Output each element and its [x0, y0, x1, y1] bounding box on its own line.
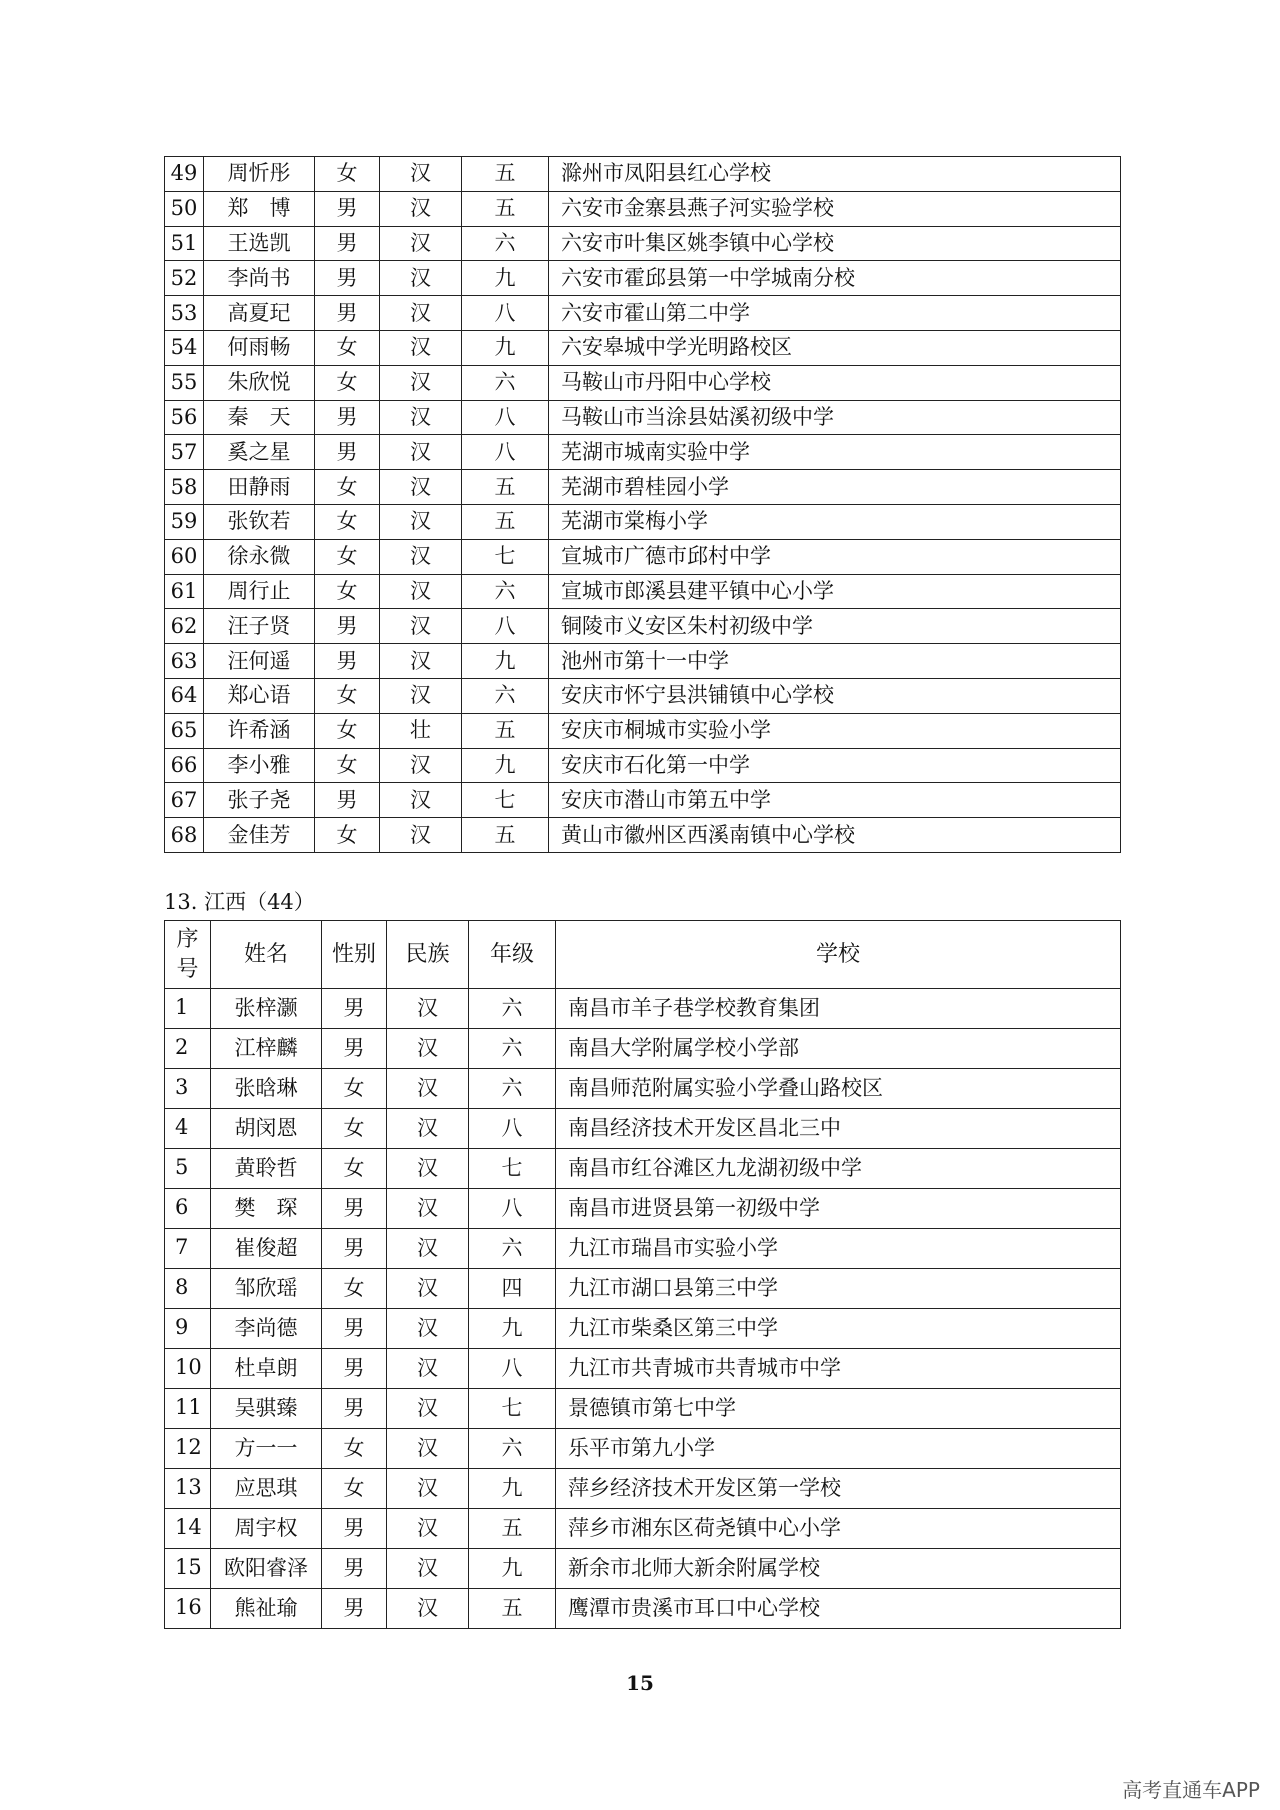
cell-grade: 九 — [462, 748, 549, 783]
table-row — [165, 1069, 1121, 1109]
cell-seq: 61 — [165, 574, 204, 609]
cell-school: 宣城市郎溪县建平镇中心小学 — [549, 574, 1121, 609]
cell-gender: 男 — [322, 1229, 387, 1269]
cell-ethnicity: 汉 — [387, 1269, 469, 1309]
section-title-jiangxi: 13. 江西（44） — [164, 890, 315, 914]
cell-seq: 66 — [165, 748, 204, 783]
cell-gender: 男 — [315, 435, 380, 470]
cell-school: 九江市瑞昌市实验小学 — [556, 1229, 1121, 1269]
cell-ethnicity: 汉 — [387, 989, 469, 1029]
cell-gender: 女 — [322, 1469, 387, 1509]
cell-grade: 八 — [462, 400, 549, 435]
cell-ethnicity: 汉 — [387, 1309, 469, 1349]
cell-gender: 女 — [322, 1269, 387, 1309]
cell-gender: 男 — [322, 1389, 387, 1429]
header-name: 姓名 — [211, 921, 322, 989]
cell-grade: 六 — [462, 365, 549, 400]
cell-gender: 男 — [315, 191, 380, 226]
cell-seq: 56 — [165, 400, 204, 435]
cell-ethnicity: 汉 — [380, 748, 462, 783]
cell-ethnicity: 汉 — [380, 609, 462, 644]
cell-ethnicity: 汉 — [380, 504, 462, 539]
cell-school: 萍乡经济技术开发区第一学校 — [556, 1469, 1121, 1509]
table-row — [165, 574, 1121, 609]
cell-gender: 男 — [315, 644, 380, 679]
cell-ethnicity: 汉 — [380, 435, 462, 470]
cell-school: 六安市霍山第二中学 — [549, 296, 1121, 331]
table-row — [165, 748, 1121, 783]
cell-name: 江梓麟 — [211, 1029, 322, 1069]
cell-school: 铜陵市义安区朱村初级中学 — [549, 609, 1121, 644]
cell-gender: 男 — [322, 989, 387, 1029]
cell-seq: 8 — [165, 1269, 211, 1309]
cell-grade: 六 — [469, 1429, 556, 1469]
cell-school: 六安市叶集区姚李镇中心学校 — [549, 226, 1121, 261]
cell-name: 邹欣瑶 — [211, 1269, 322, 1309]
cell-ethnicity: 汉 — [380, 644, 462, 679]
cell-grade: 六 — [469, 1029, 556, 1069]
header-seq-line2: 号 — [176, 956, 199, 982]
cell-gender: 女 — [315, 157, 380, 192]
cell-gender: 男 — [322, 1029, 387, 1069]
cell-gender: 男 — [315, 296, 380, 331]
cell-grade: 六 — [469, 1069, 556, 1109]
cell-school: 九江市柴桑区第三中学 — [556, 1309, 1121, 1349]
cell-grade: 五 — [462, 191, 549, 226]
cell-gender: 男 — [322, 1549, 387, 1589]
cell-gender: 女 — [315, 713, 380, 748]
cell-school: 安庆市潜山市第五中学 — [549, 783, 1121, 818]
cell-seq: 59 — [165, 504, 204, 539]
cell-name: 崔俊超 — [211, 1229, 322, 1269]
table-row — [165, 504, 1121, 539]
cell-grade: 八 — [469, 1349, 556, 1389]
cell-seq: 65 — [165, 713, 204, 748]
cell-ethnicity: 汉 — [380, 539, 462, 574]
cell-seq: 64 — [165, 678, 204, 713]
cell-seq: 51 — [165, 226, 204, 261]
cell-ethnicity: 汉 — [380, 678, 462, 713]
cell-ethnicity: 汉 — [387, 1229, 469, 1269]
table-row — [165, 1229, 1121, 1269]
cell-grade: 六 — [469, 1229, 556, 1269]
cell-ethnicity: 汉 — [387, 1349, 469, 1389]
cell-grade: 八 — [462, 435, 549, 470]
cell-ethnicity: 汉 — [387, 1549, 469, 1589]
cell-seq: 7 — [165, 1229, 211, 1269]
cell-gender: 男 — [315, 261, 380, 296]
cell-ethnicity: 汉 — [387, 1029, 469, 1069]
cell-grade: 九 — [462, 644, 549, 679]
cell-name: 张子尧 — [204, 783, 315, 818]
cell-name: 黄聆哲 — [211, 1149, 322, 1189]
cell-name: 王选凯 — [204, 226, 315, 261]
cell-grade: 八 — [462, 609, 549, 644]
cell-ethnicity: 汉 — [387, 1189, 469, 1229]
table-row — [165, 678, 1121, 713]
table-row — [165, 1189, 1121, 1229]
cell-gender: 女 — [322, 1149, 387, 1189]
cell-name: 周忻彤 — [204, 157, 315, 192]
cell-school: 南昌市进贤县第一初级中学 — [556, 1189, 1121, 1229]
cell-name: 徐永微 — [204, 539, 315, 574]
table-row — [165, 1469, 1121, 1509]
cell-gender: 男 — [315, 609, 380, 644]
cell-seq: 16 — [165, 1589, 211, 1629]
header-ethnicity: 民族 — [387, 921, 469, 989]
cell-name: 许希涵 — [204, 713, 315, 748]
cell-name: 郑心语 — [204, 678, 315, 713]
cell-seq: 55 — [165, 365, 204, 400]
table-row — [165, 783, 1121, 818]
table-row — [165, 330, 1121, 365]
page-number: 15 — [626, 1671, 654, 1695]
cell-gender: 女 — [315, 330, 380, 365]
cell-name: 吴骐臻 — [211, 1389, 322, 1429]
table-row — [165, 191, 1121, 226]
cell-school: 九江市湖口县第三中学 — [556, 1269, 1121, 1309]
table-row — [165, 470, 1121, 505]
cell-gender: 女 — [315, 678, 380, 713]
cell-ethnicity: 汉 — [387, 1389, 469, 1429]
cell-name: 方一一 — [211, 1429, 322, 1469]
cell-grade: 六 — [462, 678, 549, 713]
cell-gender: 男 — [322, 1309, 387, 1349]
cell-grade: 五 — [462, 470, 549, 505]
cell-grade: 九 — [469, 1309, 556, 1349]
cell-ethnicity: 汉 — [380, 226, 462, 261]
table-row — [165, 1389, 1121, 1429]
cell-grade: 六 — [462, 226, 549, 261]
cell-seq: 68 — [165, 818, 204, 853]
cell-seq: 15 — [165, 1549, 211, 1589]
cell-gender: 女 — [315, 818, 380, 853]
cell-seq: 63 — [165, 644, 204, 679]
cell-gender: 男 — [322, 1349, 387, 1389]
cell-gender: 女 — [315, 539, 380, 574]
cell-grade: 四 — [469, 1269, 556, 1309]
cell-ethnicity: 汉 — [387, 1069, 469, 1109]
table-row — [165, 261, 1121, 296]
cell-name: 胡闵恩 — [211, 1109, 322, 1149]
cell-ethnicity: 汉 — [380, 296, 462, 331]
cell-name: 应思琪 — [211, 1469, 322, 1509]
cell-grade: 五 — [462, 157, 549, 192]
cell-seq: 67 — [165, 783, 204, 818]
cell-seq: 1 — [165, 989, 211, 1029]
cell-school: 宣城市广德市邱村中学 — [549, 539, 1121, 574]
cell-ethnicity: 汉 — [387, 1149, 469, 1189]
table-row — [165, 1549, 1121, 1589]
cell-name: 张晗琳 — [211, 1069, 322, 1109]
cell-seq: 54 — [165, 330, 204, 365]
cell-name: 李小雅 — [204, 748, 315, 783]
cell-name: 李尚德 — [211, 1309, 322, 1349]
cell-seq: 12 — [165, 1429, 211, 1469]
cell-seq: 4 — [165, 1109, 211, 1149]
cell-ethnicity: 汉 — [380, 157, 462, 192]
cell-gender: 女 — [322, 1109, 387, 1149]
cell-seq: 6 — [165, 1189, 211, 1229]
table-row — [165, 1589, 1121, 1629]
cell-name: 周行止 — [204, 574, 315, 609]
table-row — [165, 1349, 1121, 1389]
cell-grade: 六 — [462, 574, 549, 609]
cell-name: 金佳芳 — [204, 818, 315, 853]
cell-name: 郑 博 — [204, 191, 315, 226]
cell-ethnicity: 汉 — [387, 1429, 469, 1469]
cell-grade: 五 — [469, 1509, 556, 1549]
cell-name: 欧阳睿泽 — [211, 1549, 322, 1589]
cell-grade: 五 — [462, 713, 549, 748]
cell-grade: 九 — [462, 330, 549, 365]
cell-gender: 男 — [315, 783, 380, 818]
table-row — [165, 713, 1121, 748]
cell-school: 黄山市徽州区西溪南镇中心学校 — [549, 818, 1121, 853]
cell-seq: 10 — [165, 1349, 211, 1389]
cell-school: 乐平市第九小学 — [556, 1429, 1121, 1469]
cell-grade: 七 — [462, 539, 549, 574]
cell-ethnicity: 壮 — [380, 713, 462, 748]
cell-ethnicity: 汉 — [387, 1589, 469, 1629]
table-row — [165, 1509, 1121, 1549]
cell-name: 张梓灏 — [211, 989, 322, 1029]
cell-gender: 男 — [322, 1509, 387, 1549]
cell-school: 芜湖市城南实验中学 — [549, 435, 1121, 470]
cell-grade: 九 — [462, 261, 549, 296]
cell-name: 田静雨 — [204, 470, 315, 505]
cell-ethnicity: 汉 — [380, 783, 462, 818]
header-grade: 年级 — [469, 921, 556, 989]
table-header-row — [165, 921, 1121, 989]
cell-school: 南昌市红谷滩区九龙湖初级中学 — [556, 1149, 1121, 1189]
cell-school: 新余市北师大新余附属学校 — [556, 1549, 1121, 1589]
table-row — [165, 609, 1121, 644]
cell-grade: 九 — [469, 1469, 556, 1509]
cell-seq: 57 — [165, 435, 204, 470]
cell-grade: 九 — [469, 1549, 556, 1589]
cell-school: 马鞍山市当涂县姑溪初级中学 — [549, 400, 1121, 435]
table-row — [165, 1149, 1121, 1189]
cell-school: 池州市第十一中学 — [549, 644, 1121, 679]
cell-ethnicity: 汉 — [387, 1509, 469, 1549]
cell-gender: 女 — [315, 365, 380, 400]
table-row — [165, 1309, 1121, 1349]
cell-school: 南昌师范附属实验小学叠山路校区 — [556, 1069, 1121, 1109]
cell-gender: 女 — [315, 504, 380, 539]
cell-name: 张钦若 — [204, 504, 315, 539]
table-row — [165, 157, 1121, 192]
cell-name: 熊祉瑜 — [211, 1589, 322, 1629]
cell-seq: 14 — [165, 1509, 211, 1549]
cell-name: 李尚书 — [204, 261, 315, 296]
cell-seq: 52 — [165, 261, 204, 296]
cell-ethnicity: 汉 — [387, 1469, 469, 1509]
cell-grade: 五 — [462, 504, 549, 539]
header-gender: 性别 — [322, 921, 387, 989]
cell-name: 樊 琛 — [211, 1189, 322, 1229]
cell-school: 六安市霍邱县第一中学城南分校 — [549, 261, 1121, 296]
header-seq-line1: 序 — [176, 926, 199, 952]
header-school: 学校 — [556, 921, 1121, 989]
cell-seq: 62 — [165, 609, 204, 644]
cell-school: 芜湖市棠梅小学 — [549, 504, 1121, 539]
watermark: 高考直通车APP — [1122, 1778, 1260, 1802]
cell-ethnicity: 汉 — [380, 470, 462, 505]
table-row — [165, 818, 1121, 853]
table-row — [165, 539, 1121, 574]
cell-name: 秦 天 — [204, 400, 315, 435]
cell-school: 南昌经济技术开发区昌北三中 — [556, 1109, 1121, 1149]
table-row — [165, 1429, 1121, 1469]
cell-school: 九江市共青城市共青城市中学 — [556, 1349, 1121, 1389]
cell-seq: 60 — [165, 539, 204, 574]
cell-seq: 11 — [165, 1389, 211, 1429]
cell-grade: 八 — [469, 1189, 556, 1229]
cell-school: 马鞍山市丹阳中心学校 — [549, 365, 1121, 400]
cell-ethnicity: 汉 — [380, 261, 462, 296]
cell-seq: 13 — [165, 1469, 211, 1509]
cell-name: 何雨畅 — [204, 330, 315, 365]
cell-gender: 女 — [322, 1429, 387, 1469]
cell-grade: 五 — [469, 1589, 556, 1629]
cell-seq: 9 — [165, 1309, 211, 1349]
table-row — [165, 400, 1121, 435]
cell-school: 六安市金寨县燕子河实验学校 — [549, 191, 1121, 226]
anhui-student-table — [164, 156, 1121, 853]
cell-seq: 53 — [165, 296, 204, 331]
cell-school: 安庆市石化第一中学 — [549, 748, 1121, 783]
cell-ethnicity: 汉 — [380, 400, 462, 435]
header-seq — [165, 921, 211, 989]
table-row — [165, 226, 1121, 261]
cell-school: 景德镇市第七中学 — [556, 1389, 1121, 1429]
cell-gender: 女 — [315, 470, 380, 505]
cell-name: 杜卓朗 — [211, 1349, 322, 1389]
cell-seq: 49 — [165, 157, 204, 192]
cell-school: 滁州市凤阳县红心学校 — [549, 157, 1121, 192]
cell-name: 高夏玘 — [204, 296, 315, 331]
cell-seq: 58 — [165, 470, 204, 505]
cell-name: 朱欣悦 — [204, 365, 315, 400]
cell-gender: 男 — [322, 1589, 387, 1629]
cell-school: 安庆市怀宁县洪铺镇中心学校 — [549, 678, 1121, 713]
cell-school: 南昌大学附属学校小学部 — [556, 1029, 1121, 1069]
cell-grade: 五 — [462, 818, 549, 853]
cell-seq: 5 — [165, 1149, 211, 1189]
cell-name: 周宇权 — [211, 1509, 322, 1549]
table-row — [165, 296, 1121, 331]
cell-name: 奚之星 — [204, 435, 315, 470]
cell-seq: 50 — [165, 191, 204, 226]
cell-grade: 七 — [462, 783, 549, 818]
cell-gender: 男 — [315, 400, 380, 435]
cell-school: 安庆市桐城市实验小学 — [549, 713, 1121, 748]
table-row — [165, 365, 1121, 400]
cell-grade: 七 — [469, 1389, 556, 1429]
cell-name: 汪何遥 — [204, 644, 315, 679]
cell-ethnicity: 汉 — [380, 818, 462, 853]
cell-ethnicity: 汉 — [380, 330, 462, 365]
table-row — [165, 1109, 1121, 1149]
table-row — [165, 1029, 1121, 1069]
cell-ethnicity: 汉 — [380, 365, 462, 400]
cell-school: 南昌市羊子巷学校教育集团 — [556, 989, 1121, 1029]
cell-gender: 女 — [322, 1069, 387, 1109]
jiangxi-student-table — [164, 920, 1121, 1629]
cell-ethnicity: 汉 — [380, 191, 462, 226]
cell-school: 六安皋城中学光明路校区 — [549, 330, 1121, 365]
cell-grade: 八 — [462, 296, 549, 331]
cell-seq: 2 — [165, 1029, 211, 1069]
cell-grade: 六 — [469, 989, 556, 1029]
table-row — [165, 989, 1121, 1029]
table-row — [165, 644, 1121, 679]
cell-school: 芜湖市碧桂园小学 — [549, 470, 1121, 505]
cell-school: 萍乡市湘东区荷尧镇中心小学 — [556, 1509, 1121, 1549]
cell-gender: 男 — [322, 1189, 387, 1229]
cell-school: 鹰潭市贵溪市耳口中心学校 — [556, 1589, 1121, 1629]
cell-name: 汪子贤 — [204, 609, 315, 644]
table-row — [165, 435, 1121, 470]
cell-grade: 八 — [469, 1109, 556, 1149]
cell-ethnicity: 汉 — [380, 574, 462, 609]
cell-ethnicity: 汉 — [387, 1109, 469, 1149]
cell-seq: 3 — [165, 1069, 211, 1109]
cell-gender: 女 — [315, 574, 380, 609]
table-row — [165, 1269, 1121, 1309]
cell-gender: 男 — [315, 226, 380, 261]
cell-grade: 七 — [469, 1149, 556, 1189]
cell-gender: 女 — [315, 748, 380, 783]
